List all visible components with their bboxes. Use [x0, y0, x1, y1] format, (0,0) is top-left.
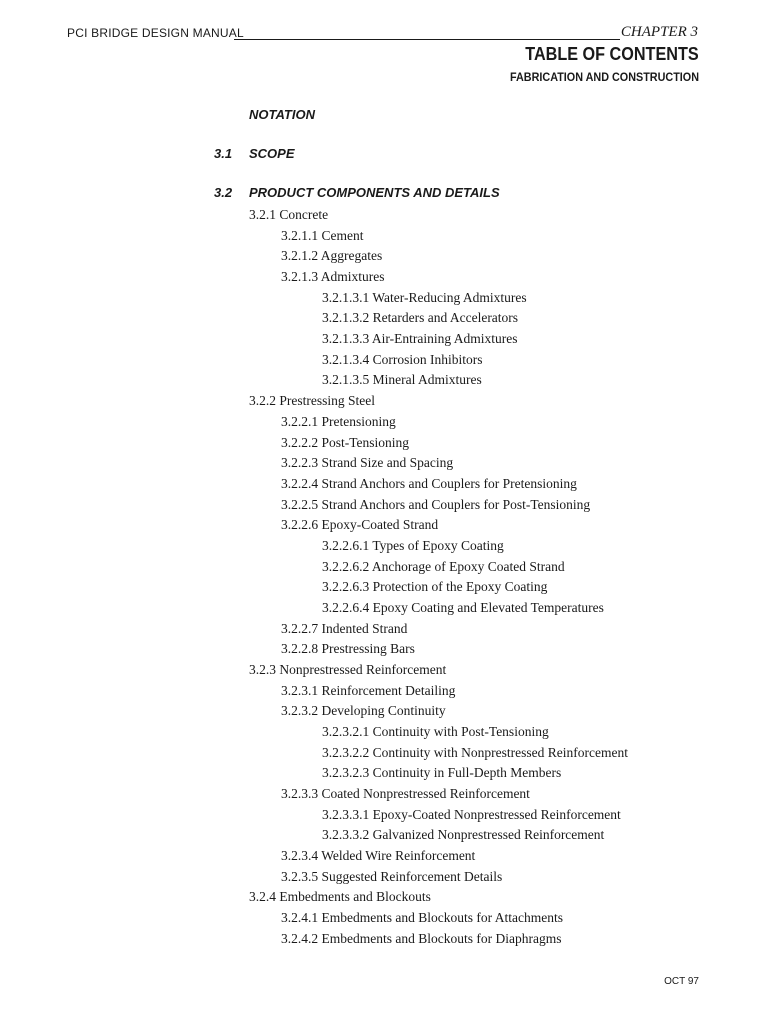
toc-entry: 3.2.2.6.4 Epoxy Coating and Elevated Temperatures — [322, 599, 604, 615]
section-number: 3.1 — [214, 146, 233, 161]
section-title: NOTATION — [249, 107, 315, 122]
toc-entry: 3.2.2.7 Indented Strand — [281, 620, 408, 636]
toc-entry: 3.2.3.3 Coated Nonprestressed Reinforcement — [281, 786, 530, 801]
section-title: SCOPE — [249, 146, 295, 161]
toc-entry: 3.2.2.4 Strand Anchors and Couplers for Pretensioning — [281, 475, 577, 491]
toc-entry: 3.2.3.2.2 Continuity with Nonprestressed Reinforcement — [322, 744, 628, 760]
toc-entry: 3.2.3.2.1 Continuity with Post-Tensioning — [322, 724, 549, 739]
toc-entry: 3.2.3.2.3 Continuity in Full-Depth Members — [322, 765, 562, 781]
toc-entry: 3.2.2.5 Strand Anchors and Couplers for Post-Tensioning — [281, 496, 591, 512]
toc-entry: 3.2.2.3 Strand Size and Spacing — [281, 455, 454, 471]
toc-entry: 3.2.1.3.4 Corrosion Inhibitors — [322, 351, 483, 367]
toc-entry: 3.2.3.3.1 Epoxy-Coated Nonprestressed Reinforcement — [322, 806, 621, 822]
toc-entry: 3.2.4.2 Embedments and Blockouts for Diaphragms — [281, 930, 562, 946]
toc-entry: 3.2.1.1 Cement — [281, 227, 364, 243]
page-subtitle: FABRICATION AND CONSTRUCTION — [510, 70, 699, 84]
toc-entry: 3.2.2.6.3 Protection of the Epoxy Coating — [322, 579, 548, 595]
chapter-label: CHAPTER 3 — [620, 24, 698, 40]
toc-entry: 3.2.3.3.2 Galvanized Nonprestressed Reinforcement — [322, 827, 605, 843]
toc-entry: 3.2.2.8 Prestressing Bars — [281, 641, 415, 657]
toc-entry: 3.2.2.1 Pretensioning — [281, 413, 396, 429]
toc-entry: 3.2.3.4 Welded Wire Reinforcement — [281, 848, 476, 864]
toc-entry: 3.2.2.2 Post-Tensioning — [281, 434, 410, 450]
toc-entry: 3.2.1.3.5 Mineral Admixtures — [322, 372, 482, 388]
toc-entry: 3.2.2.6.2 Anchorage of Epoxy Coated Strand — [322, 558, 565, 574]
toc-entry: 3.2.2 Prestressing Steel — [249, 393, 375, 409]
footer-date: OCT 97 — [664, 976, 699, 987]
toc-entry: 3.2.1.3.1 Water-Reducing Admixtures — [322, 289, 527, 305]
toc-entry: 3.2.3.5 Suggested Reinforcement Details — [281, 868, 503, 884]
manual-title: PCI BRIDGE DESIGN MANUAL — [67, 26, 244, 40]
toc-entry: 3.2.4 Embedments and Blockouts — [249, 889, 431, 905]
section-number: 3.2 — [214, 185, 233, 200]
toc-entry: 3.2.3.1 Reinforcement Detailing — [281, 682, 456, 698]
toc-entry: 3.2.1.3.2 Retarders and Accelerators — [322, 310, 519, 326]
toc-entry: 3.2.3.2 Developing Continuity — [281, 703, 446, 719]
toc-entry: 3.2.3 Nonprestressed Reinforcement — [249, 662, 447, 677]
toc-entry: 3.2.1.3.3 Air-Entraining Admixtures — [322, 331, 518, 347]
toc-entry: 3.2.1 Concrete — [249, 207, 329, 222]
section-title: PRODUCT COMPONENTS AND DETAILS — [249, 185, 500, 200]
page-title: TABLE OF CONTENTS — [525, 44, 699, 64]
toc-entry: 3.2.1.2 Aggregates — [281, 248, 383, 264]
toc-entry: 3.2.2.6.1 Types of Epoxy Coating — [322, 537, 504, 553]
header-rule — [234, 39, 620, 40]
toc-entry: 3.2.2.6 Epoxy-Coated Strand — [281, 517, 439, 533]
toc-entry: 3.2.1.3 Admixtures — [281, 269, 385, 284]
toc-entry: 3.2.4.1 Embedments and Blockouts for Attachments — [281, 910, 563, 926]
